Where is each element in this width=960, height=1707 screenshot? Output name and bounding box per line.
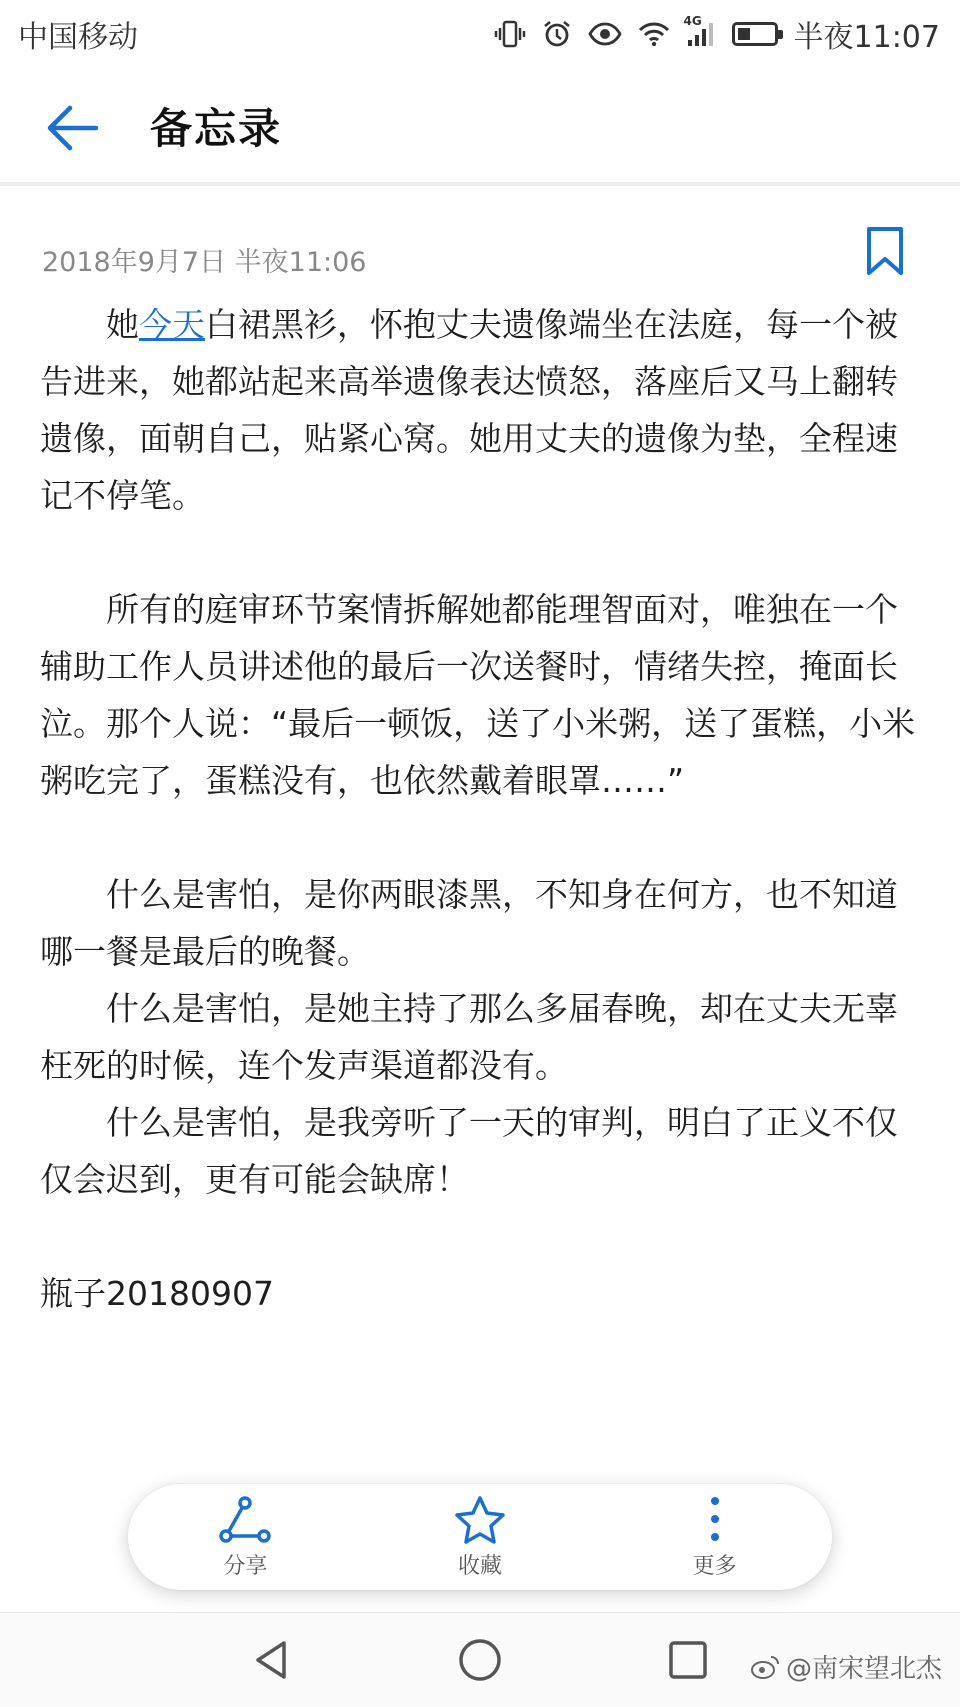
weibo-logo-icon	[750, 1654, 780, 1680]
cellular-signal-icon	[683, 14, 716, 48]
bookmark-icon[interactable]	[864, 226, 906, 278]
note-paragraph-1	[40, 296, 920, 524]
status-bar	[0, 0, 960, 68]
more-label: 更多	[692, 1553, 737, 1579]
app-header	[0, 68, 960, 186]
share-icon	[218, 1495, 272, 1545]
watermark	[750, 1648, 942, 1685]
note-text: 她	[106, 305, 139, 344]
more-button[interactable]	[640, 1495, 790, 1580]
eye-comfort-icon	[588, 21, 622, 47]
status-icons	[494, 12, 940, 56]
note-paragraph-4: 什么是害怕，是她主持了那么多届春晚，却在丈夫无辜枉死的时候，连个发声渠道都没有。	[40, 989, 898, 1085]
more-vertical-icon	[688, 1495, 742, 1545]
vibrate-icon	[494, 19, 526, 49]
clock-label: 半夜11:07	[793, 20, 940, 55]
page-title: 备忘录	[150, 104, 283, 153]
note-paragraph-5: 什么是害怕，是我旁听了一天的审判，明白了正义不仅仅会迟到，更有可能会缺席！	[40, 1103, 898, 1199]
carrier-label: 中国移动	[18, 20, 138, 55]
nav-back-icon[interactable]	[248, 1636, 296, 1684]
note-signature: 瓶子20180907	[40, 1274, 274, 1313]
note-body[interactable]	[40, 296, 920, 1322]
watermark-text: @南宋望北杰	[785, 1654, 942, 1684]
share-button[interactable]	[170, 1495, 320, 1580]
date-link[interactable]: 今天	[139, 305, 205, 344]
bottom-action-bar	[128, 1484, 832, 1590]
favorite-button[interactable]	[405, 1495, 555, 1580]
wifi-icon	[638, 21, 670, 47]
favorite-label: 收藏	[457, 1553, 502, 1579]
share-label: 分享	[223, 1553, 268, 1579]
battery-icon	[732, 22, 778, 46]
note-text: 白裙黑衫，怀抱丈夫遗像端坐在法庭，每一个被告进来，她都站起来高举遗像表达愤怒，落座后又马上翻转遗像，面朝自己，贴紧心窝。她用丈夫的遗像为垫，全程速记不停笔。	[40, 305, 898, 515]
nav-home-icon[interactable]	[456, 1636, 504, 1684]
star-icon	[453, 1495, 507, 1545]
note-paragraph-2: 所有的庭审环节案情拆解她都能理智面对，唯独在一个辅助工作人员讲述他的最后一次送餐时，情绪失控，掩面长泣。那个人说：“最后一顿饭，送了小米粥，送了蛋糕，小米粥吃完了，蛋糕没有，也依然戴着眼罩……”	[40, 590, 916, 800]
nav-recents-icon[interactable]	[664, 1636, 712, 1684]
network-type: 4G	[683, 14, 702, 28]
note-date: 2018年9月7日 半夜11:06	[42, 247, 367, 278]
note-paragraph-3: 什么是害怕，是你两眼漆黑，不知身在何方，也不知道哪一餐是最后的晚餐。	[40, 875, 898, 971]
alarm-icon	[542, 19, 572, 49]
back-arrow-icon[interactable]	[46, 104, 100, 152]
